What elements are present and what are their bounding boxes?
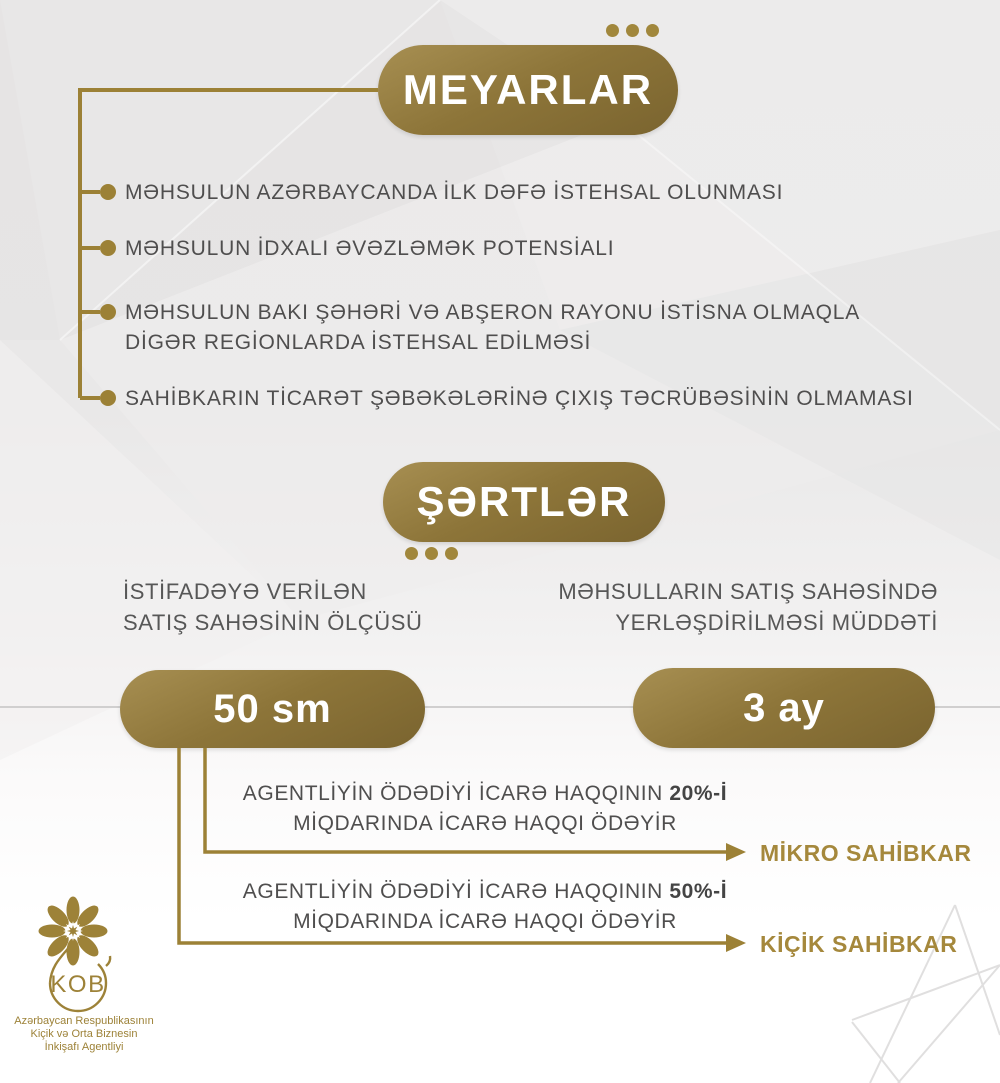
agency-name: Azərbaycan Respublikasının Kiçik və Orta Biznesin İnkişafı Agentliyi: [14, 1015, 154, 1053]
flower-icon: [39, 897, 108, 966]
entrepreneur-label-kicik: KİÇİK SAHİBKAR: [760, 931, 958, 957]
duration-value: 3 ay: [743, 685, 825, 730]
rule-text: AGENTLİYİN ÖDƏDİYİ İCARƏ HAQQININ 50%-İ MİQDARINDA İCARƏ HAQQI ÖDƏYİR: [242, 880, 728, 933]
entrepreneur-label-mikro: MİKRO SAHİBKAR: [760, 840, 972, 866]
dot: [405, 547, 418, 560]
column-heading-right: MƏHSULLARIN SATIŞ SAHƏSİNDƏ YERLƏŞDİRİLMƏSİ MÜDDƏTİ: [558, 579, 938, 635]
criteria-item: SAHİBKARIN TİCARƏT ŞƏBƏKƏLƏRİNƏ ÇIXIŞ TƏCRÜBƏSİNİN OLMAMASI: [125, 387, 914, 410]
size-pill: [120, 670, 425, 748]
sertler-pill: [383, 462, 665, 542]
dot: [646, 24, 659, 37]
ellipsis-dots-sertler: [405, 547, 458, 560]
duration-pill: [633, 668, 935, 748]
criteria-item: MƏHSULUN BAKI ŞƏHƏRİ VƏ ABŞERON RAYONU İSTİSNA OLMAQLA DİGƏR REGİONLARDA İSTEHSAL EDİLMƏSİ: [125, 301, 860, 354]
dot: [606, 24, 619, 37]
criteria-item: MƏHSULUN AZƏRBAYCANDA İLK DƏFƏ İSTEHSAL OLUNMASI: [125, 181, 784, 204]
dot: [425, 547, 438, 560]
ellipsis-dots-top: [606, 24, 659, 37]
kob-logo-icon: [24, 893, 144, 1021]
sertler-title: ŞƏRTLƏR: [416, 478, 632, 525]
rule-text: AGENTLİYİN ÖDƏDİYİ İCARƏ HAQQININ 20%-İ MİQDARINDA İCARƏ HAQQI ÖDƏYİR: [242, 782, 728, 835]
dot: [445, 547, 458, 560]
size-value: 50 sm: [213, 686, 332, 731]
dot: [626, 24, 639, 37]
meyarlar-title: MEYARLAR: [402, 66, 654, 113]
column-heading-left: İSTİFADƏYƏ VERİLƏN SATIŞ SAHƏSİNİN ÖLÇÜSÜ: [123, 579, 423, 635]
criteria-item: MƏHSULUN İDXALI ƏVƏZLƏMƏK POTENSİALI: [125, 237, 615, 260]
kob-acronym: KOB: [50, 971, 106, 998]
meyarlar-pill: [378, 45, 678, 135]
